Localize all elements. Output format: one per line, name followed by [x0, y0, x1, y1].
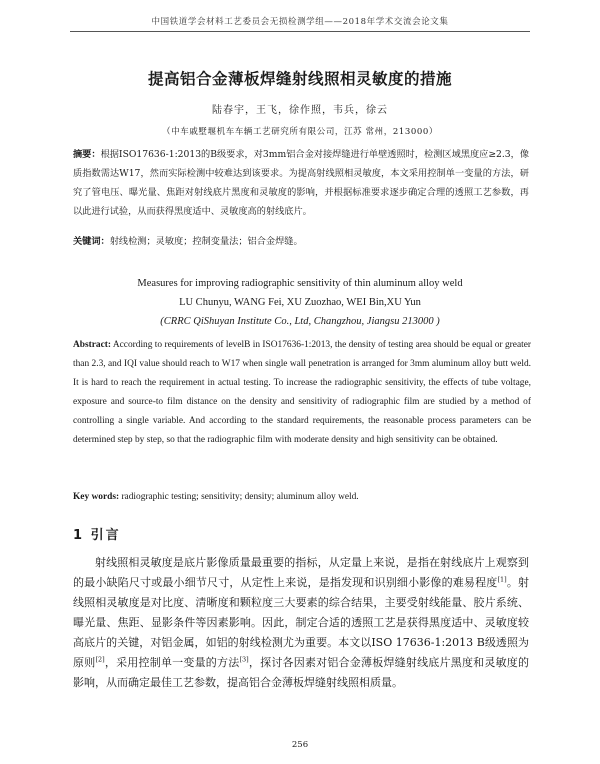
english-affiliation: (CRRC QiShuyan Institute Co., Ltd, Changzhou, Jiangsu 213000 )	[160, 316, 440, 327]
page-number: 256	[291, 740, 309, 750]
citation-1: [1]	[497, 575, 507, 584]
section-heading-introduction: 1 引言	[73, 528, 121, 543]
chinese-abstract-label: 摘要：	[73, 149, 101, 160]
english-authors: LU Chunyu, WANG Fei, XU Zuozhao, WEI Bin,XU Yun	[179, 297, 421, 308]
header-divider	[70, 31, 530, 32]
chinese-keywords	[73, 232, 529, 251]
chinese-abstract-text: 根据ISO17636-1:2013的B级要求，对3mm铝合金对接焊缝进行单壁透照时，检测区域黑度应≥2.3，像质指数需达W17，然而实际检测中较难达到该要求。为提高射线照相灵敏度，本文采用控制单一变量的方法，研究了管电压、曝光量、焦距对射线底片黑度和灵敏度的影响，并根据标准要求逐步确定合理的透照工艺参数，再以此进行试验，从而获得黑度适中、灵敏度高的射线底片。	[73, 149, 529, 217]
introduction-paragraph	[73, 553, 529, 693]
english-keywords-label: Key words:	[73, 492, 120, 502]
intro-text-part-1: 射线照相灵敏度是底片影像质量最重要的指标，从定量上来说，是指在射线底片上观察到的最小缺陷尺寸或最小细节尺寸，从定性上来说，是指发现和识别细小影像的难易程度	[73, 556, 529, 589]
intro-text-part-3: ，采用控制单一变量的方法	[104, 656, 240, 669]
chinese-authors: 陆春宇，王飞，徐作照，韦兵，徐云	[212, 105, 388, 116]
chinese-affiliation: （中车戚墅堰机车车辆工艺研究所有限公司，江苏 常州，213000）	[162, 127, 438, 137]
running-header: 中国铁道学会材料工艺委员会无损检测学组——2018年学术交流会论文集	[151, 17, 449, 27]
chinese-keywords-label: 关键词：	[73, 236, 110, 247]
english-abstract-label: Abstract:	[73, 340, 112, 350]
english-abstract-text: According to requirements of levelB in ISO17636-1:2013, the density of testing area should be equal or greater than 2.3, and IQI value should reach to W17 when single wall penetration is arranged for 3mm aluminum alloy butt weld. It is hard to reach the requirement in actual testing. To increase the radiographic sensitivity, the effects of tube voltage, exposure and source-to film distance on the density and sensitivity of radiographic film are studied by a method of controlling a single variable. And according to the standard requirements, the reasonable process parameters can be determined step by step, so that the radiographic film with moderate density and high sensitivity can be obtained.	[73, 340, 531, 445]
citation-3: [3]	[239, 655, 249, 664]
intro-text-part-4: ，探讨各因素对铝合金薄板焊缝射线底片黑度和灵敏度的影响，从而确定最佳工艺参数，提高铝合金薄板焊缝射线照相质量。	[73, 656, 530, 689]
intro-text-part-2: 。射线照相灵敏度是对比度、清晰度和颗粒度三大要素的综合结果，主要受射线能量、胶片系统、曝光量、焦距、显影条件等因素影响。因此，制定合适的透照工艺是获得黑度适中、灵敏度较高底片的关键，对铝金属，如铝的射线检测尤为重要。本文以ISO 17636-1:2013 B级透照为原则	[73, 576, 530, 669]
english-abstract	[73, 336, 531, 450]
chinese-abstract	[73, 145, 529, 221]
english-title: Measures for improving radiographic sensitivity of thin aluminum alloy weld	[137, 278, 463, 289]
english-keywords	[73, 488, 531, 507]
chinese-title: 提高铝合金薄板焊缝射线照相灵敏度的措施	[147, 70, 452, 88]
english-keywords-text: radiographic testing; sensitivity; density; aluminum alloy weld.	[121, 492, 359, 502]
chinese-keywords-text: 射线检测；灵敏度；控制变量法；铝合金焊缝。	[109, 236, 303, 247]
citation-2: [2]	[95, 655, 105, 664]
